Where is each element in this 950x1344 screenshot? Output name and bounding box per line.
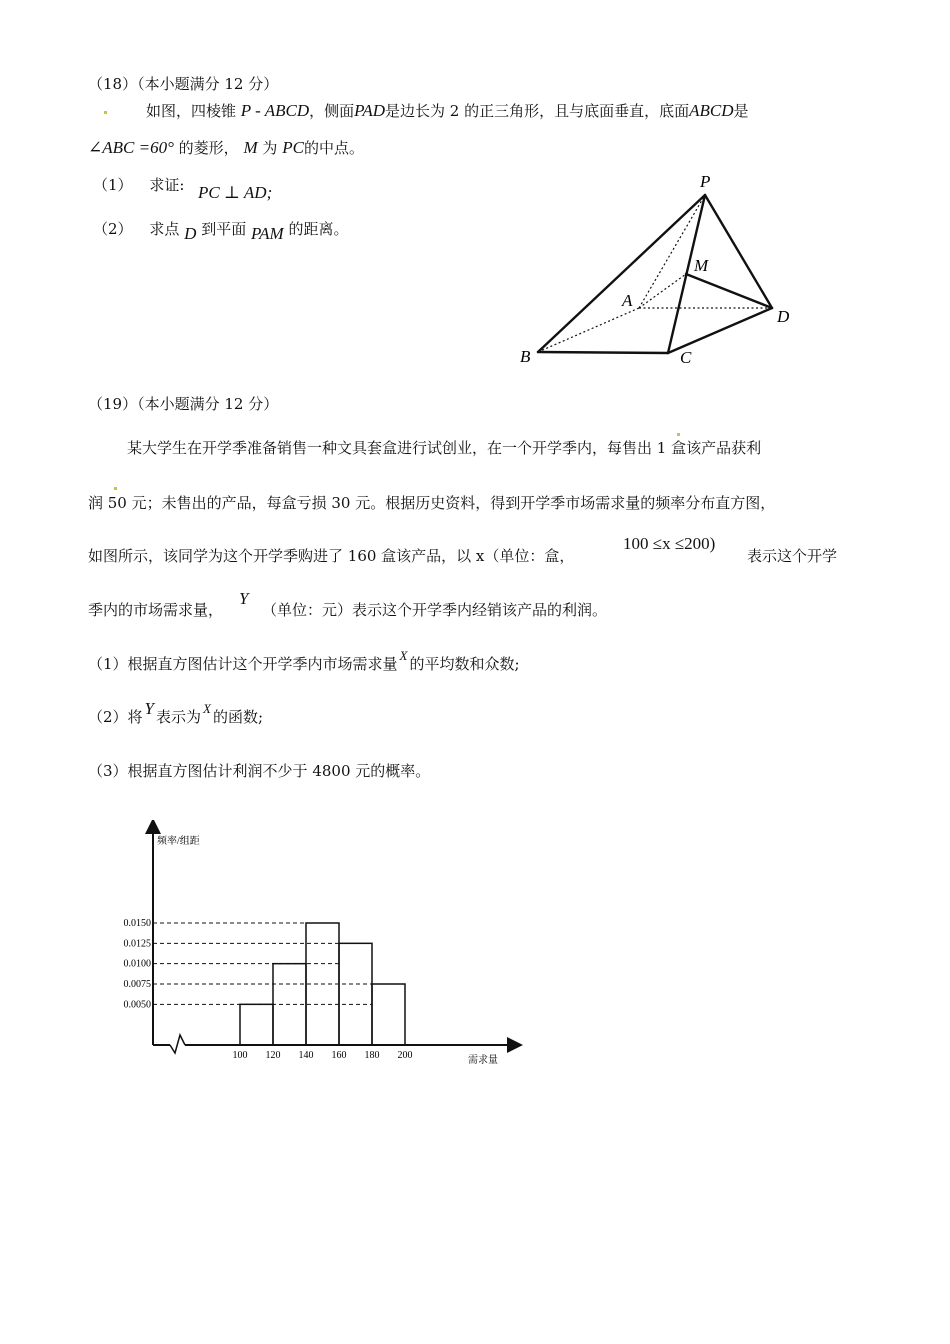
- part-number: （1）: [93, 176, 133, 194]
- math-x: X: [399, 648, 408, 663]
- text: 如图所示，该同学为这个开学季购进了 160 盒该产品，以 x（单位：盒，: [88, 547, 575, 565]
- x-tick-label: 100: [232, 1050, 248, 1061]
- label-d: D: [777, 307, 790, 326]
- math-pam: PAM: [250, 224, 284, 243]
- x-tick-label: 140: [298, 1050, 314, 1061]
- q19-sub3: （3）根据直方图估计利润不少于 4800 元的概率。: [88, 762, 431, 780]
- marker-dot: [677, 433, 680, 436]
- marker-dot: [114, 487, 117, 490]
- text: ，侧面: [309, 102, 355, 120]
- q19-line2: 润 50 元；未售出的产品，每盒亏损 30 元。根据历史资料，得到开学季市场需求量的频率分布直方图，: [88, 494, 776, 512]
- x-axis-label: 需求量: [468, 1055, 498, 1066]
- q18-part2: [93, 218, 349, 243]
- y-tick-label: 0.0150: [123, 918, 151, 929]
- y-tick-label: 0.0125: [123, 938, 151, 950]
- edge-pb: [538, 195, 705, 352]
- math-pc: PC: [282, 138, 304, 157]
- text: 季内的市场需求量，: [88, 601, 224, 619]
- histogram-bar: [339, 943, 372, 1045]
- q19-line1: 某大学生在开学季准备销售一种文具套盒进行试创业，在一个开学季内，每售出 1 盒该产品获利: [127, 439, 762, 457]
- q19-sub1: [88, 648, 520, 674]
- q19-line3: [88, 545, 574, 566]
- math-abcd: ABCD: [689, 101, 734, 120]
- math-pc-perp-ad: PC ⊥ AD;: [198, 183, 273, 202]
- edge-ba-hidden: [538, 308, 639, 352]
- edge-bc: [538, 352, 668, 353]
- text: 为: [262, 139, 278, 157]
- q19-line4: [88, 599, 223, 620]
- text: 求证:: [149, 176, 185, 194]
- text: 如图，四棱锥: [146, 102, 237, 120]
- q18-statement-line2: [88, 137, 364, 158]
- part-number: （2）: [93, 220, 133, 238]
- q19-sub2: [88, 699, 264, 727]
- q18-part1: [93, 174, 184, 195]
- text: 到平面: [201, 220, 247, 238]
- math-x-range: 100 ≤x ≤200): [623, 534, 716, 553]
- q19-header: （19）（本小题满分 12 分）: [88, 395, 279, 413]
- label-m: M: [694, 256, 709, 275]
- histogram-bar: [372, 984, 405, 1045]
- histogram-chart: [105, 820, 530, 1075]
- axis-break: [170, 1035, 185, 1053]
- text: （1）根据直方图估计这个开学季内市场需求量: [88, 655, 398, 673]
- text: 是边长为 2 的正三角形，且与底面垂直，底面: [385, 102, 690, 120]
- text: 的距离。: [288, 220, 349, 238]
- label-p: P: [700, 172, 711, 191]
- math-pyramid: P - ABCD: [240, 101, 310, 120]
- edge-cd: [668, 308, 772, 353]
- text: 的平均数和众数;: [409, 655, 520, 673]
- y-tick-label: 0.0100: [123, 958, 151, 970]
- x-tick-label: 200: [397, 1050, 413, 1061]
- math-m: M: [243, 138, 258, 157]
- math-y: Y: [239, 589, 249, 608]
- label-c: C: [680, 348, 692, 367]
- x-tick-label: 160: [331, 1050, 347, 1061]
- text: 的函数;: [212, 708, 264, 726]
- x-tick-label: 180: [364, 1050, 380, 1061]
- label-b: B: [520, 347, 531, 366]
- edge-pd: [705, 195, 772, 308]
- text: 的菱形，: [178, 139, 239, 157]
- text: 求点: [149, 220, 180, 238]
- marker-dot: [104, 111, 107, 114]
- text: 的中点。: [303, 139, 364, 157]
- math-angle: ∠ABC =60°: [88, 138, 174, 157]
- math-x: X: [203, 701, 211, 716]
- q19-line3-end: 表示这个开学: [747, 547, 838, 565]
- q19-line4-end: （单位：元）表示这个开学季内经销该产品的利润。: [262, 601, 608, 619]
- y-tick-label: 0.0075: [123, 979, 151, 990]
- q18-header: （18）（本小题满分 12 分）: [88, 75, 279, 93]
- y-axis-label: 频率/组距: [157, 836, 200, 847]
- q18-statement-line1: [146, 100, 749, 121]
- math-d: D: [184, 224, 197, 243]
- text: 是: [733, 102, 749, 120]
- text: （2）将: [88, 708, 143, 726]
- math-pad: PAD: [354, 101, 385, 120]
- math-y: Y: [144, 699, 155, 718]
- label-a: A: [622, 291, 633, 310]
- text: 表示为: [156, 708, 202, 726]
- histogram-bar: [240, 1004, 273, 1045]
- x-tick-label: 120: [265, 1050, 281, 1061]
- edge-ap-hidden: [639, 195, 705, 308]
- pyramid-figure: [510, 165, 810, 370]
- edge-md: [686, 274, 772, 308]
- y-tick-label: 0.0050: [123, 999, 151, 1011]
